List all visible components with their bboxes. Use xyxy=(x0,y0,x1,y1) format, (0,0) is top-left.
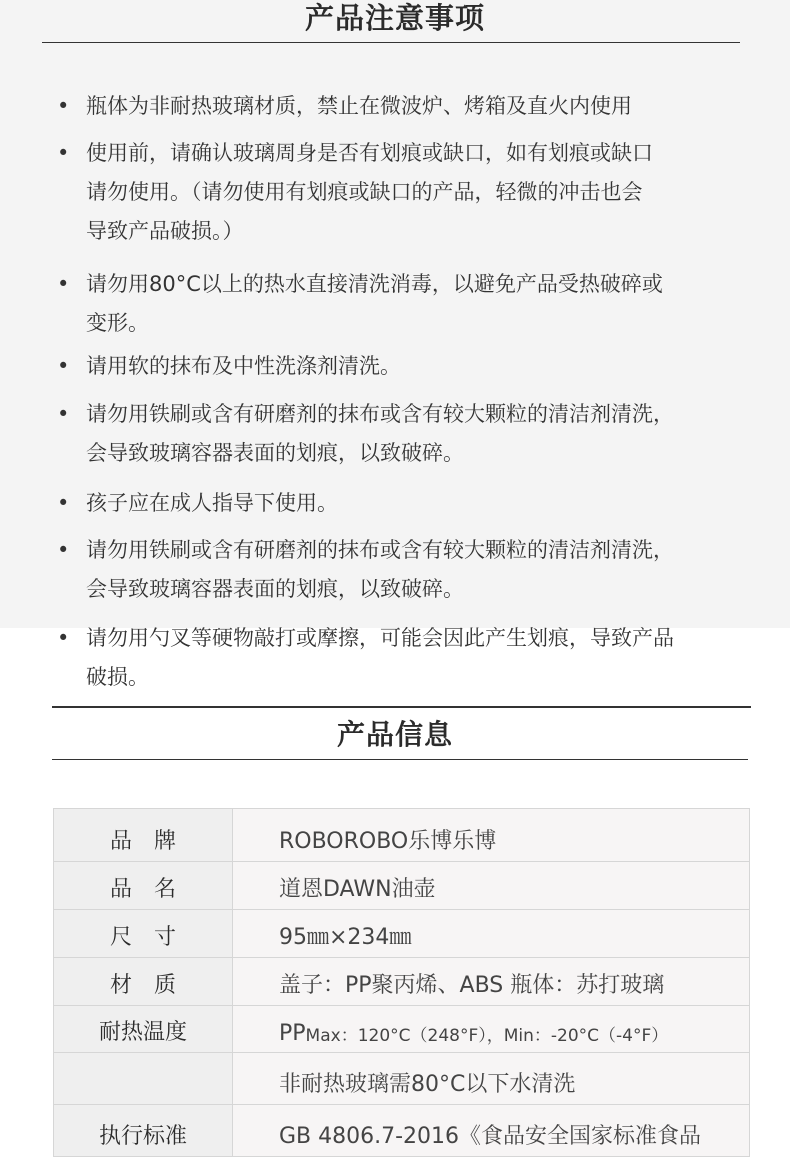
spec-value-material: 盖子：PP聚丙烯、ABS 瓶体：苏打玻璃 xyxy=(233,958,750,1005)
notice-item xyxy=(57,265,746,343)
notice-text-line: 请勿用80°C以上的热水直接清洗消毒，以避免产品受热破碎或 xyxy=(86,272,663,296)
notice-text-line: 会导致玻璃容器表面的划痕，以致破碎。 xyxy=(86,441,464,465)
notice-text-line: 破损。 xyxy=(86,665,149,689)
info-section-top-divider xyxy=(52,706,751,708)
notice-title-divider xyxy=(42,42,740,43)
notice-text-line: 瓶体为非耐热玻璃材质，禁止在微波炉、烤箱及直火内使用 xyxy=(86,94,632,118)
bullet-icon: • xyxy=(57,94,70,118)
notice-text-line: 请勿用勺叉等硬物敲打或摩擦，可能会因此产生划痕，导致产品 xyxy=(86,626,674,650)
notice-section-title: 产品注意事项 xyxy=(304,1,485,35)
spec-value-product-name: 道恩DAWN油壶 xyxy=(233,862,750,909)
notice-text-line: 请勿用铁刷或含有研磨剂的抹布或含有较大颗粒的清洁剂清洗， xyxy=(86,402,674,426)
spec-key-empty xyxy=(53,1053,233,1104)
notice-text-line: 请勿使用。（请勿使用有划痕或缺口的产品，轻微的冲击也会 xyxy=(86,180,643,204)
notice-text-line: 使用前，请确认玻璃周身是否有划痕或缺口，如有划痕或缺口 xyxy=(86,141,653,165)
notice-item xyxy=(57,87,746,126)
spec-table xyxy=(53,808,750,1157)
notice-text-line: 会导致玻璃容器表面的划痕，以致破碎。 xyxy=(86,577,464,601)
table-row xyxy=(53,862,750,910)
spec-value-cleaning-note: 非耐热玻璃需80°C以下水清洗 xyxy=(233,1053,750,1104)
bullet-icon: • xyxy=(57,141,70,165)
notice-text-line: 请勿用铁刷或含有研磨剂的抹布或含有较大颗粒的清洁剂清洗， xyxy=(86,538,674,562)
spec-value-heat-resistance-range: Max：120°C（248°F），Min：-20°C（-4°F） xyxy=(305,1026,669,1046)
spec-key-size: 尺 寸 xyxy=(53,910,233,957)
table-row xyxy=(53,809,750,862)
spec-value-heat-resistance-main: PP xyxy=(279,1021,306,1046)
notice-item xyxy=(57,531,746,609)
spec-value-heat-resistance xyxy=(233,1006,750,1052)
notice-item xyxy=(57,134,746,251)
notice-item xyxy=(57,484,746,523)
notice-item xyxy=(57,395,746,473)
table-row xyxy=(53,1053,750,1105)
bullet-icon: • xyxy=(57,538,70,562)
notice-text-line: 请用软的抹布及中性洗涤剂清洗。 xyxy=(86,354,401,378)
table-row xyxy=(53,910,750,958)
table-row xyxy=(53,958,750,1006)
notice-item xyxy=(57,619,746,697)
spec-value-size: 95㎜×234㎜ xyxy=(233,910,750,957)
spec-value-brand: ROBOROBO乐博乐博 xyxy=(233,809,750,861)
spec-key-brand: 品 牌 xyxy=(53,809,233,861)
spec-key-heat-resistance: 耐热温度 xyxy=(53,1006,233,1052)
bullet-icon: • xyxy=(57,354,70,378)
notice-text-line: 孩子应在成人指导下使用。 xyxy=(86,491,338,515)
table-row xyxy=(53,1006,750,1053)
spec-key-material: 材 质 xyxy=(53,958,233,1005)
notice-text-line: 变形。 xyxy=(86,311,149,335)
notice-text-line: 导致产品破损。） xyxy=(86,219,244,243)
info-title-divider xyxy=(52,759,748,760)
notice-item xyxy=(57,347,746,386)
table-row xyxy=(53,1105,750,1157)
spec-value-standard: GB 4806.7-2016《食品安全国家标准食品 xyxy=(233,1105,750,1156)
bullet-icon: • xyxy=(57,491,70,515)
spec-key-standard: 执行标准 xyxy=(53,1105,233,1156)
info-section-title: 产品信息 xyxy=(336,718,453,751)
bullet-icon: • xyxy=(57,626,70,650)
bullet-icon: • xyxy=(57,272,70,296)
bullet-icon: • xyxy=(57,402,70,426)
spec-key-product-name: 品 名 xyxy=(53,862,233,909)
